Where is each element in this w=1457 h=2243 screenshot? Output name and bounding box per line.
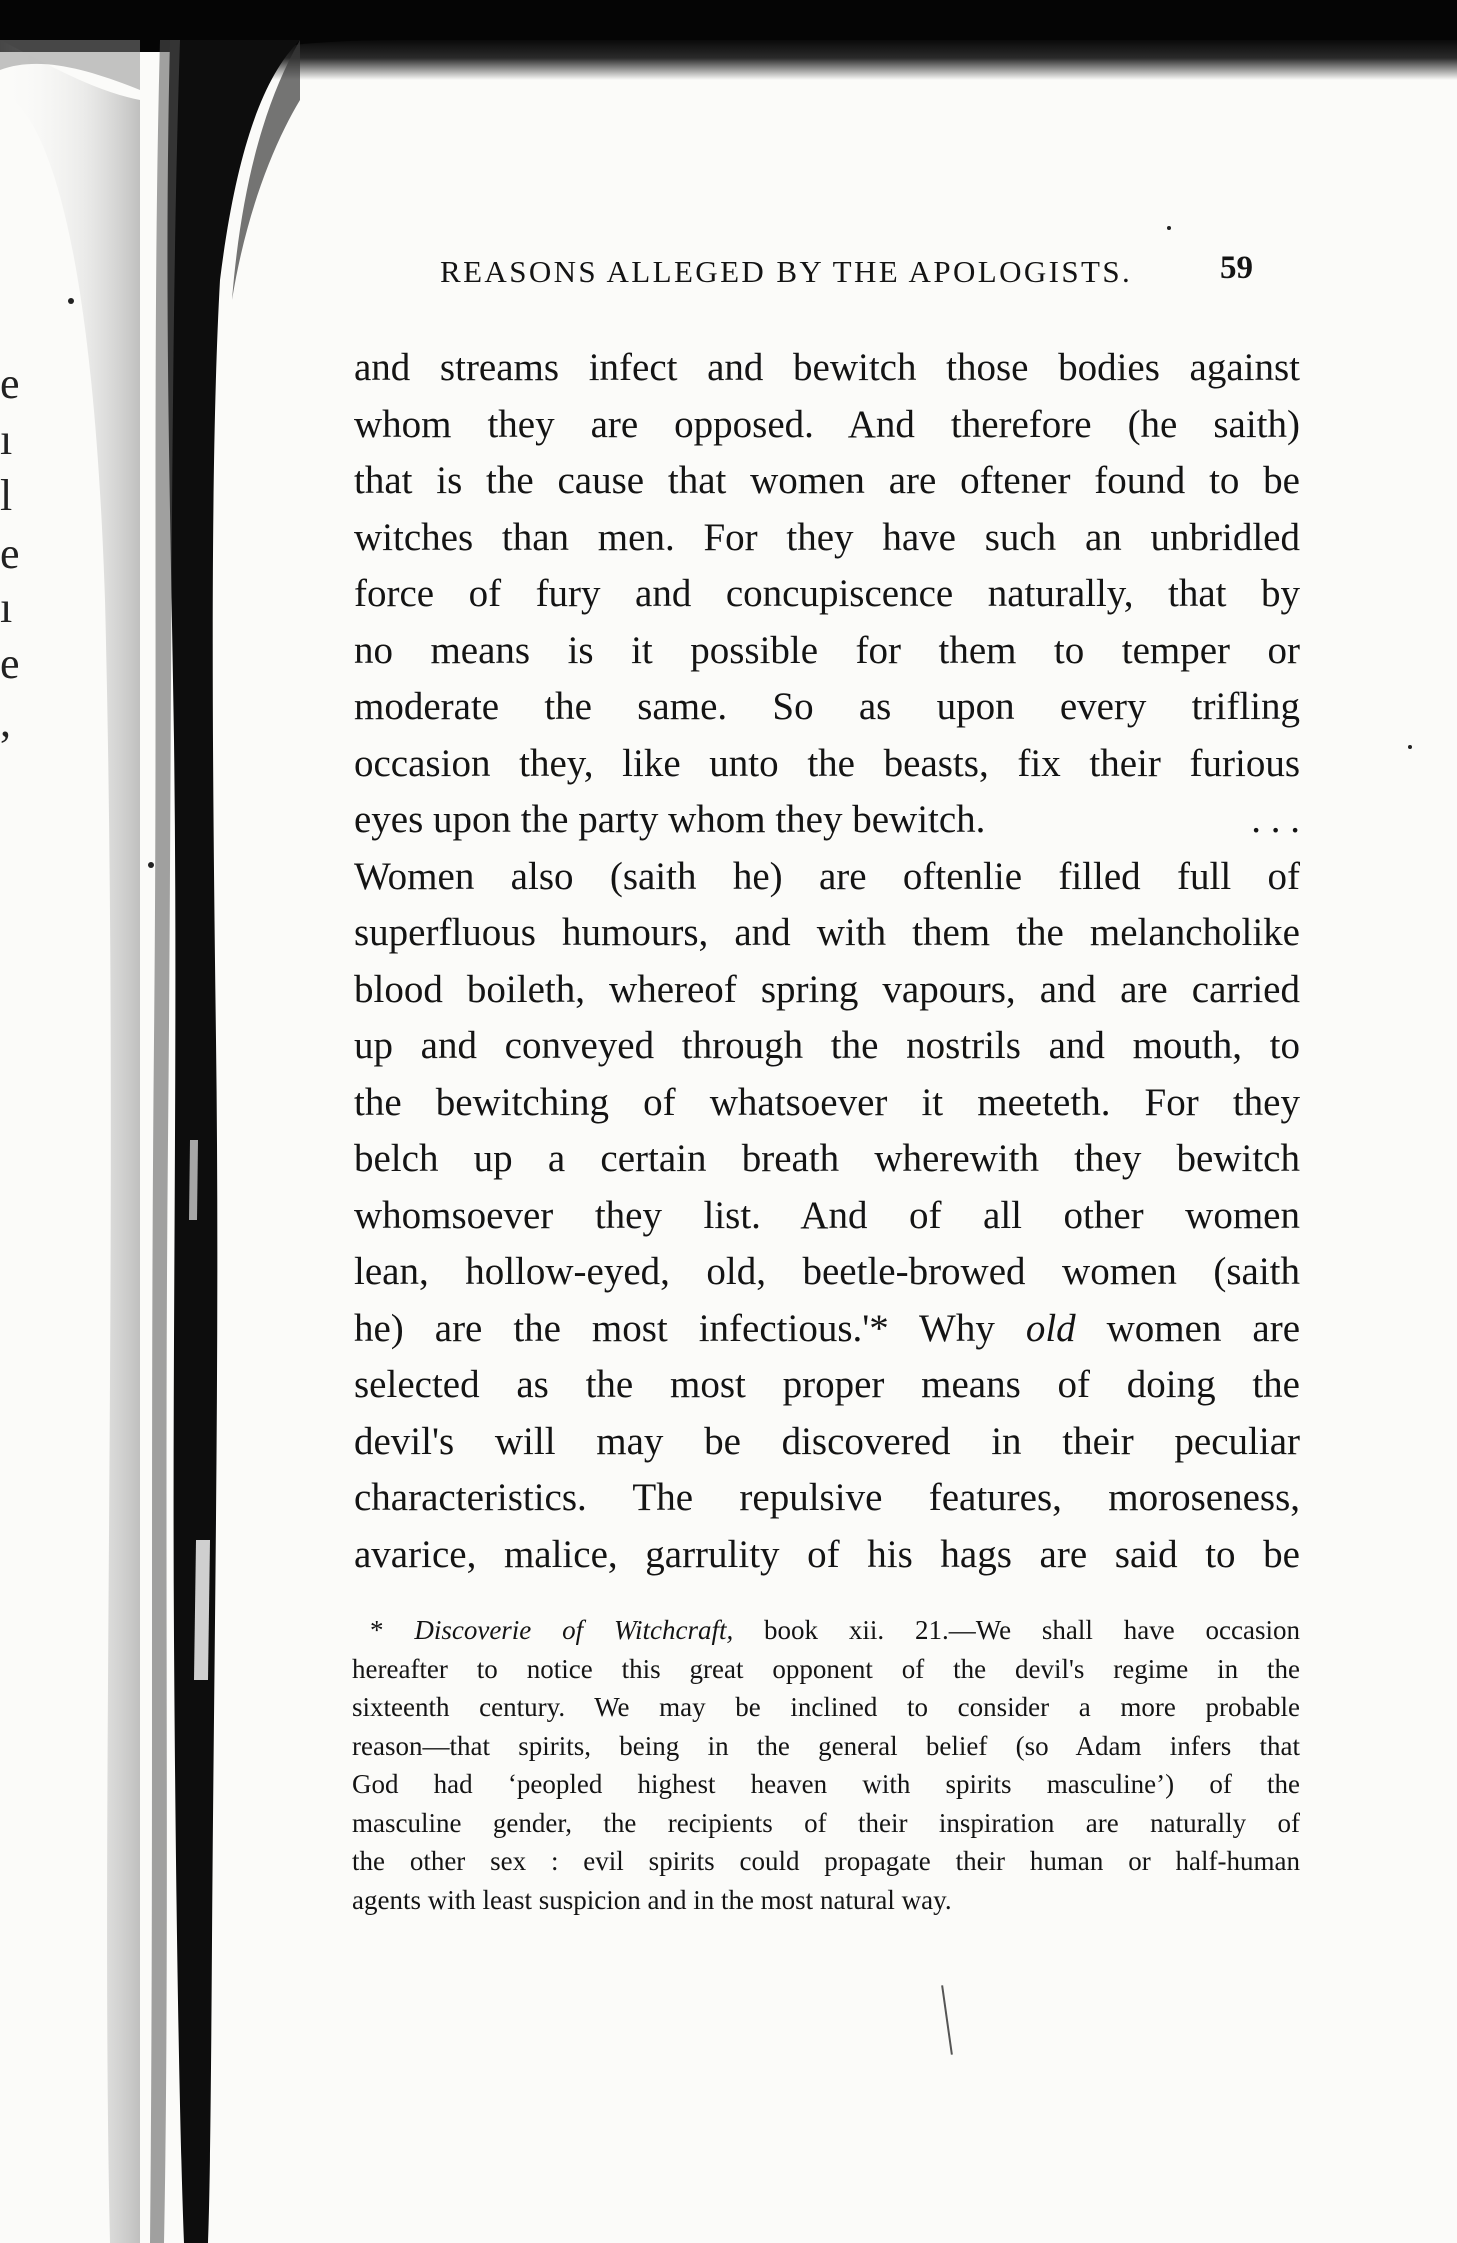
facing-page-letter-fragment: e — [0, 359, 20, 408]
body-line: whomsoever they list. And of all other women — [354, 1193, 1300, 1237]
footnote — [352, 1611, 1300, 1919]
body-line-text: eyes upon the party whom they bewitch. — [354, 798, 986, 841]
body-line: no means is it possible for them to temper or — [354, 628, 1300, 672]
scan-speck — [148, 862, 154, 868]
body-line: and streams infect and bewitch those bodies against — [354, 346, 1300, 389]
facing-page-letter-fragment: e — [0, 529, 20, 578]
footnote-line — [352, 1611, 1300, 1650]
body-line: belch up a certain breath wherewith they bewitch — [354, 1137, 1300, 1180]
scan-speck — [1167, 226, 1171, 230]
footnote-line: reason—that spirits, being in the general belief (so Adam infers that — [352, 1730, 1300, 1761]
binding-gutter-shadow — [150, 40, 300, 2243]
footnote-line: hereafter to notice this great opponent of the devil's regime in the — [352, 1653, 1300, 1684]
scan-left-edge-shadow — [0, 0, 140, 2243]
ellipsis: . . . — [1251, 798, 1300, 841]
body-line: Women also (saith he) are oftenlie filled full of — [354, 854, 1300, 898]
facing-page-letter-fragment: ı — [0, 583, 13, 632]
body-line: avarice, malice, garrulity of his hags are said to be — [354, 1532, 1300, 1576]
footnote-line: God had ‘peopled highest heaven with spirits masculine’) of the — [352, 1769, 1300, 1799]
italic-word: old — [1025, 1306, 1076, 1350]
scan-stray-mark — [941, 1985, 953, 2055]
footnote-marker: * — [370, 1615, 415, 1645]
body-line-text: women are — [1075, 1306, 1301, 1350]
body-line: whom they are opposed. And therefore (he saith) — [354, 402, 1300, 446]
footnote-line: sixteenth century. We may be inclined to consider a more probable — [352, 1692, 1300, 1722]
body-line: blood boileth, whereof spring vapours, and are carried — [354, 967, 1300, 1011]
body-line: superfluous humours, and with them the melancholike — [354, 911, 1300, 954]
body-line — [354, 792, 1300, 849]
footnote-line: the other sex : evil spirits could propagate their human or half-human — [352, 1846, 1300, 1876]
page-number: 59 — [1220, 250, 1253, 286]
body-paragraph — [354, 340, 1300, 1583]
body-line: selected as the most proper means of doing the — [354, 1363, 1300, 1406]
scan-speck — [1408, 745, 1412, 749]
body-line: witches than men. For they have such an unbridled — [354, 515, 1300, 559]
body-line: the bewitching of whatsoever it meeteth. For they — [354, 1080, 1300, 1124]
body-line: devil's will may be discovered in their peculiar — [354, 1419, 1300, 1463]
facing-page-letter-fragment: l — [0, 471, 13, 520]
facing-page-letter-fragment: e — [0, 639, 20, 688]
facing-page-letter-fragment: ı — [0, 415, 13, 464]
body-line: lean, hollow-eyed, old, beetle-browed women (saith — [354, 1250, 1300, 1293]
scan-top-shadow-curve — [180, 40, 1457, 80]
footnote-line: masculine gender, the recipients of their inspiration are naturally of — [352, 1807, 1300, 1838]
footnote-text: book xii. 21.—We shall have occasion — [733, 1615, 1301, 1645]
body-line: force of fury and concupiscence naturally, that by — [354, 572, 1300, 615]
body-line: characteristics. The repulsive features, moroseness, — [354, 1476, 1300, 1519]
footnote-line: agents with least suspicion and in the most natural way. — [352, 1884, 952, 1915]
running-head: REASONS ALLEGED BY THE APOLOGISTS. — [440, 254, 1133, 289]
body-line: that is the cause that women are oftener found to be — [354, 459, 1300, 502]
body-line — [354, 1301, 1300, 1358]
footnote-source-title: Discoverie of Witchcraft, — [414, 1615, 734, 1645]
body-line-text: he) are the most infectious.'* Why — [354, 1306, 1026, 1350]
body-line: occasion they, like unto the beasts, fix their furious — [354, 741, 1300, 785]
scan-speck — [68, 298, 74, 304]
body-line: moderate the same. So as upon every trifling — [354, 685, 1300, 728]
facing-page-letter-fragment: , — [0, 697, 11, 746]
body-line: up and conveyed through the nostrils and mouth, to — [354, 1024, 1300, 1067]
